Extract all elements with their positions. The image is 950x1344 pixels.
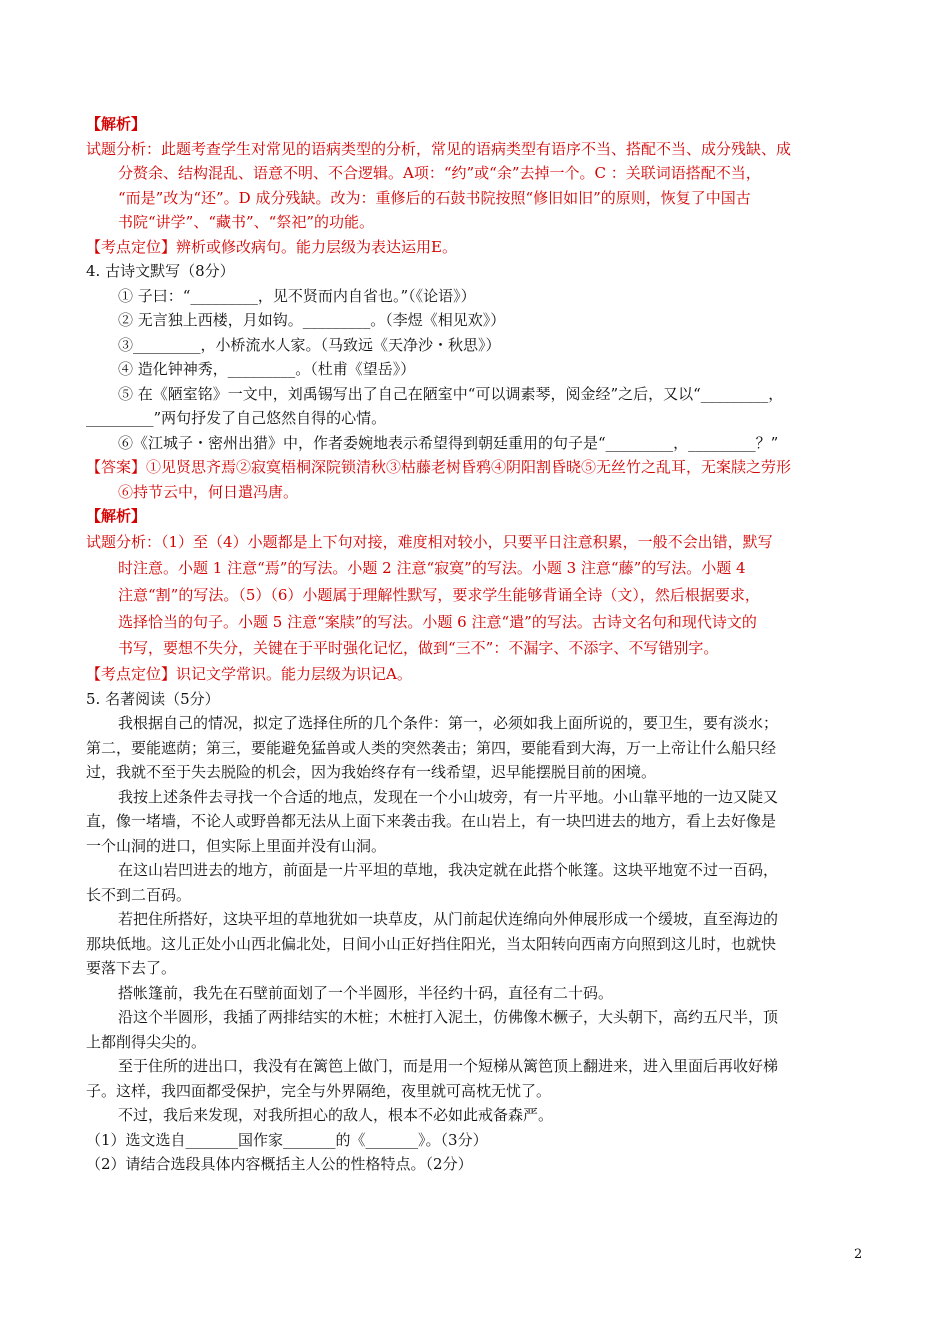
analysis-line: 试题分析：（1）至（4）小题都是上下句对接，难度相对较小，只要平日注意积累，一般不会出错，默写 — [86, 532, 773, 551]
analysis-line: “而是”改为“还”。D 成分残缺。改为：重修后的石鼓书院按照“修旧如旧”的原则，恢复了中国古 — [118, 188, 751, 207]
question-item: ④ 造化钟神秀，_________。（杜甫《望岳》） — [118, 360, 416, 378]
analysis-heading: 【解析】 — [86, 115, 147, 133]
analysis-line: 试题分析：此题考查学生对常见的语病类型的分析，常见的语病类型有语序不当、搭配不当、成分残缺、成 — [86, 139, 792, 158]
analysis-block — [86, 529, 866, 663]
analysis-heading: 【解析】 — [86, 507, 147, 525]
document-page — [86, 112, 866, 1177]
question-item: ① 子曰：“_________，见不贤而内自省也。”（《论语》） — [118, 286, 476, 305]
sub-question: （1）选文选自_______国作家_______的《_______》。（3分） — [86, 1130, 488, 1149]
passage-line: 过，我就不至于失去脱险的机会，因为我始终存有一线希望，迟早能摆脱目前的困境。 — [86, 763, 657, 782]
sub-question: （2）请结合选段具体内容概括主人公的性格特点。（2分） — [86, 1155, 473, 1174]
analysis-line: 书写，要想不失分，关键在于平时强化记忆，做到“三不”：不漏字、不添字、不写错别字。 — [118, 639, 719, 658]
passage-line: 要落下去了。 — [86, 959, 177, 978]
question-title: 5. 名著阅读（5分） — [86, 689, 220, 708]
passage-line: 我根据自己的情况，拟定了选择住所的几个条件：第一，必须如我上面所说的，要卫生，要有淡水； — [118, 714, 779, 733]
passage-line: 子。这样，我四面都受保护，完全与外界隔绝，夜里就可高枕无忧了。 — [86, 1081, 552, 1100]
passage-line: 搭帐篷前，我先在石壁前面划了一个半圆形，半径约十码，直径有二十码。 — [118, 983, 614, 1002]
page-number: 2 — [854, 1247, 863, 1262]
question-item: ⑥《江城子・密州出猎》中，作者委婉地表示希望得到朝廷重用的句子是“_________，_________？” — [118, 433, 779, 452]
passage-line: 不过，我后来发现，对我所担心的敌人，根本不必如此戒备森严。 — [118, 1106, 554, 1125]
passage-line: 那块低地。这儿正处小山西北偏北处，日间小山正好挡住阳光，当太阳转向西南方向照到这儿时，也就快 — [86, 934, 777, 953]
question-title: 4. 古诗文默写（8分） — [86, 262, 235, 280]
question-item: _________”两句抒发了自己悠然自得的心情。 — [86, 409, 387, 427]
analysis-line: 注意“割”的写法。（5）（6）小题属于理解性默写，要求学生能够背诵全诗（文），然后根据要求， — [118, 585, 760, 604]
passage-line: 一个山洞的进口，但实际上里面并没有山洞。 — [86, 836, 387, 855]
question-item: ⑤ 在《陋室铭》一文中，刘禹锡写出了自己在陋室中“可以调素琴，阅金经”之后，又以“_________， — [118, 384, 784, 403]
passage-line: 第二，要能遮荫；第三，要能避免猛兽或人类的突然袭击；第四，要能看到大海，万一上帝让什么船只经 — [86, 738, 777, 757]
analysis-line: 分赘余、结构混乱、语意不明、不合逻辑。A项：“约”或“余”去掉一个。C ：关联词语搭配不当， — [118, 164, 761, 182]
passage-line: 沿这个半圆形，我插了两排结实的木桩；木桩打入泥土，仿佛像木橛子，大头朝下，高约五尺半，顶 — [118, 1008, 779, 1027]
passage-line: 上都削得尖尖的。 — [86, 1032, 207, 1051]
answer-line: 【答案】①见贤思齐焉②寂寞梧桐深院锁清秋③枯藤老树昏鸦④阴阳割昏晓⑤无丝竹之乱耳，无案牍之劳形 — [86, 458, 792, 476]
kaodian-line: 【考点定位】辨析或修改病句。能力层级为表达运用E。 — [86, 237, 457, 256]
passage-line: 在这山岩凹进去的地方，前面是一片平坦的草地，我决定就在此搭个帐篷。这块平地宽不过一百码， — [118, 861, 779, 880]
answer-line: ⑥持节云中，何日遣冯唐。 — [118, 482, 299, 501]
kaodian-line: 【考点定位】识记文学常识。能力层级为识记A。 — [86, 665, 412, 684]
analysis-line: 书院“讲学”、“藏书”、“祭祀”的功能。 — [118, 213, 375, 231]
passage-line: 至于住所的进出口，我没有在篱笆上做门，而是用一个短梯从篱笆顶上翻进来，进入里面后再收好梯 — [118, 1057, 779, 1076]
passage-line: 长不到二百码。 — [86, 885, 192, 904]
question-item: ③_________，小桥流水人家。（马致远《天净沙・秋思》） — [118, 335, 501, 354]
analysis-line: 时注意。小题 1 注意“焉”的写法。小题 2 注意“寂寞”的写法。小题 3 注意“藤”的写法。小题 4 — [118, 559, 746, 578]
analysis-line: 选择恰当的句子。小题 5 注意“案牍”的写法。小题 6 注意“遣”的写法。古诗文名句和现代诗文的 — [118, 612, 757, 631]
passage-line: 直，像一堵墙，不论人或野兽都无法从上面下来袭击我。在山岩上，有一块凹进去的地方，看上去好像是 — [86, 812, 777, 831]
question-items — [86, 284, 866, 456]
question-item: ② 无言独上西楼，月如钩。_________。（李煜《相见欢》） — [118, 311, 506, 329]
passage-line: 若把住所搭好，这块平坦的草地犹如一块草皮，从门前起伏连绵向外伸展形成一个缓坡，直至海边的 — [118, 910, 779, 929]
passage-line: 我按上述条件去寻找一个合适的地点，发现在一个小山坡旁，有一片平地。小山靠平地的一边又陡又 — [118, 787, 779, 806]
